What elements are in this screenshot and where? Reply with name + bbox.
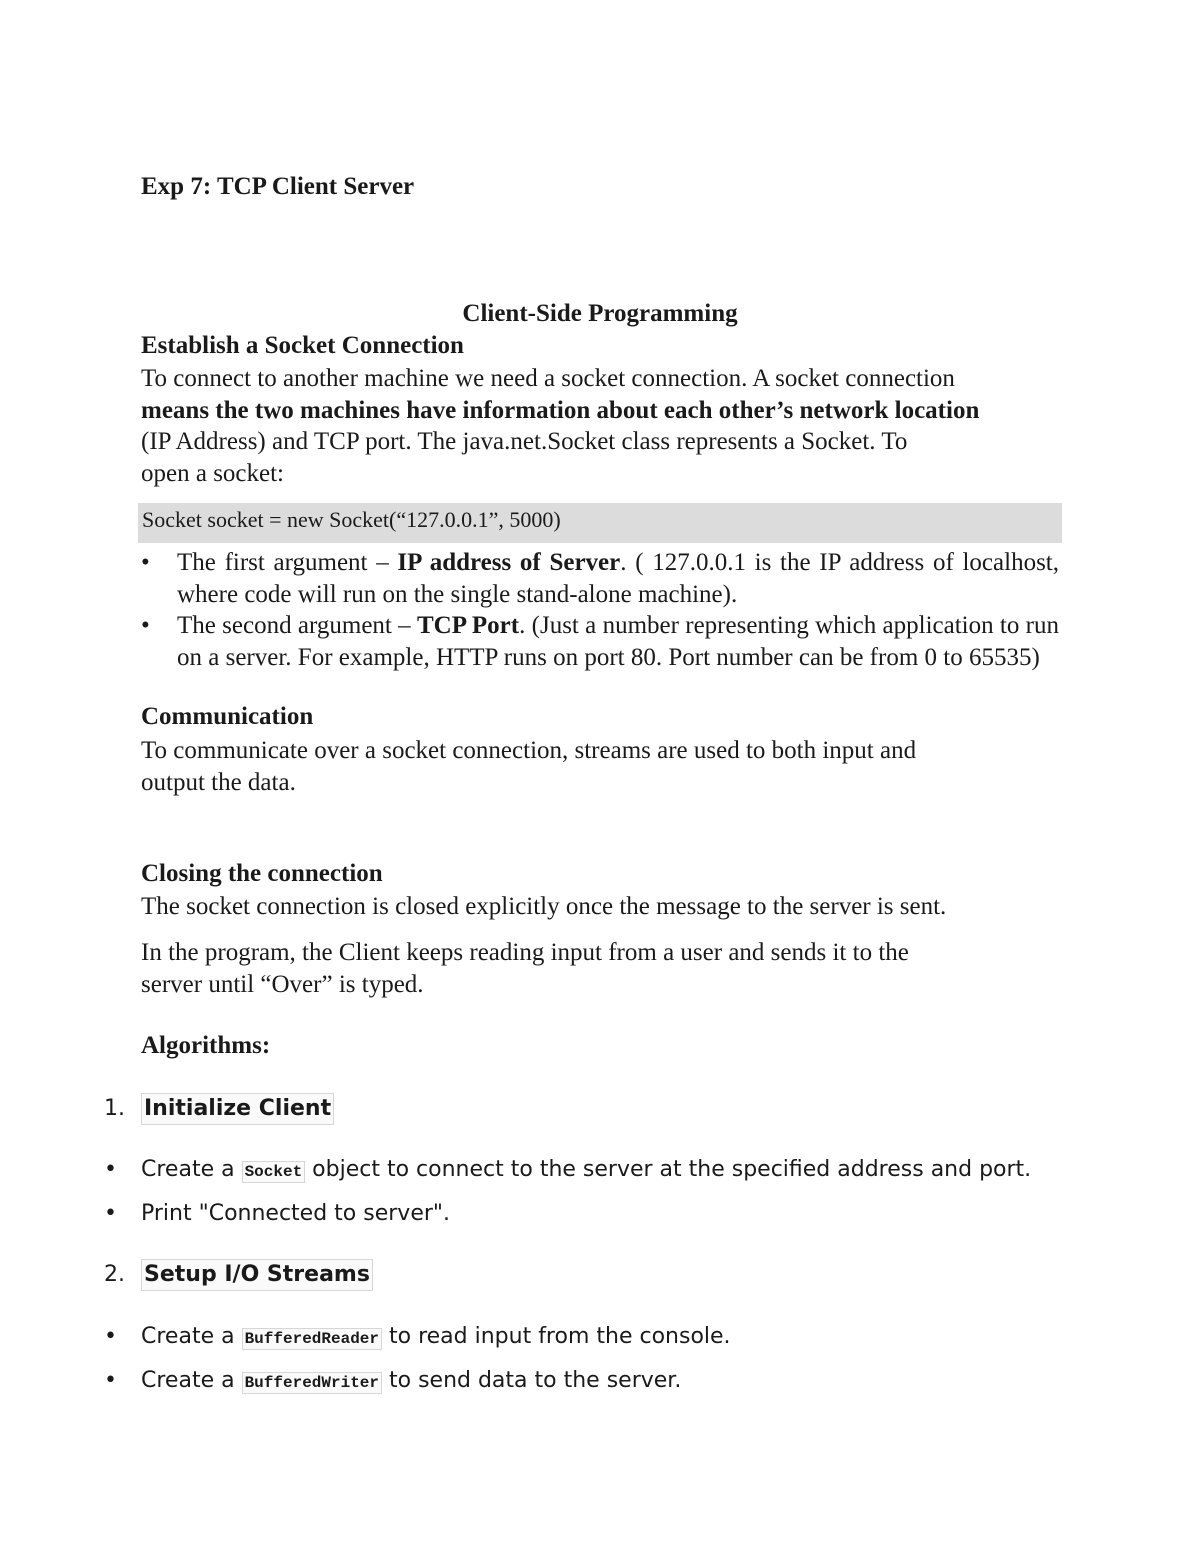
- argument-rest: . ( 127.0.0.1 is the IP address of localhost, where code will run on the single stand-alone machine).: [177, 549, 1059, 608]
- step-number: 2.: [104, 1262, 125, 1287]
- establish-line-2: means the two machines have information about each other’s network location: [141, 396, 980, 424]
- bullet-icon: •: [104, 1157, 117, 1182]
- program-line-1: In the program, the Client keeps reading input from a user and sends it to the: [141, 939, 909, 966]
- step-title: Initialize Client: [141, 1093, 334, 1125]
- heading-establish-connection: Establish a Socket Connection: [141, 332, 464, 359]
- communication-line-1: To communicate over a socket connection, streams are used to both input and: [141, 737, 917, 764]
- item-text: to read input from the console.: [382, 1324, 731, 1349]
- argument-list: [141, 547, 1059, 673]
- establish-line-1: To connect to another machine we need a socket connection. A socket connection: [141, 365, 955, 392]
- list-item: [104, 1368, 681, 1393]
- communication-paragraph: [141, 735, 1061, 798]
- item-text: object to connect to the server at the specified address and port.: [305, 1157, 1032, 1182]
- code-line: Socket socket = new Socket(“127.0.0.1”, 5000): [142, 507, 561, 532]
- argument-prefix: The first argument –: [177, 549, 398, 576]
- argument-prefix: The second argument –: [177, 612, 417, 639]
- heading-algorithms: Algorithms:: [141, 1032, 271, 1059]
- inline-code: BufferedWriter: [242, 1372, 382, 1394]
- establish-line-4: open a socket:: [141, 459, 285, 487]
- step-number: 1.: [104, 1096, 125, 1121]
- argument-bold: IP address of Server: [397, 549, 621, 576]
- bullet-icon: •: [141, 549, 150, 576]
- inline-code: BufferedReader: [242, 1328, 382, 1350]
- list-item: [104, 1157, 1031, 1182]
- establish-line-3: (IP Address) and TCP port. The java.net.Socket class represents a Socket. To: [141, 428, 908, 455]
- item-text: Create a: [141, 1368, 242, 1393]
- program-paragraph: [141, 937, 1061, 1000]
- bullet-icon: •: [104, 1324, 117, 1349]
- argument-rest: . (Just a number representing which application to run on a server. For example, HTTP runs on port 80. Port number can be from 0 to 65535): [177, 612, 1059, 671]
- communication-line-2: output the data.: [141, 768, 296, 796]
- bullet-icon: •: [104, 1201, 117, 1226]
- section-title: Client-Side Programming: [462, 300, 738, 327]
- page-title: Exp 7: TCP Client Server: [141, 173, 415, 200]
- inline-code: Socket: [242, 1161, 306, 1183]
- list-item: [141, 610, 1059, 673]
- item-text: to send data to the server.: [382, 1368, 682, 1393]
- item-text: Create a: [141, 1324, 242, 1349]
- item-text: Print "Connected to server".: [141, 1201, 451, 1226]
- list-item: [104, 1324, 731, 1349]
- program-line-2: server until “Over” is typed.: [141, 970, 424, 998]
- heading-communication: Communication: [141, 703, 314, 730]
- closing-paragraph: The socket connection is closed explicitly once the message to the server is sent.: [141, 893, 947, 920]
- item-text: Create a: [141, 1157, 242, 1182]
- bullet-icon: •: [104, 1368, 117, 1393]
- heading-closing-connection: Closing the connection: [141, 860, 383, 887]
- step-title: Setup I/O Streams: [141, 1259, 373, 1291]
- establish-paragraph: [141, 363, 1061, 489]
- list-item: [141, 547, 1059, 610]
- bullet-icon: •: [141, 612, 150, 639]
- code-block: [138, 503, 1062, 543]
- argument-bold: TCP Port: [416, 612, 520, 639]
- list-item: [104, 1201, 450, 1226]
